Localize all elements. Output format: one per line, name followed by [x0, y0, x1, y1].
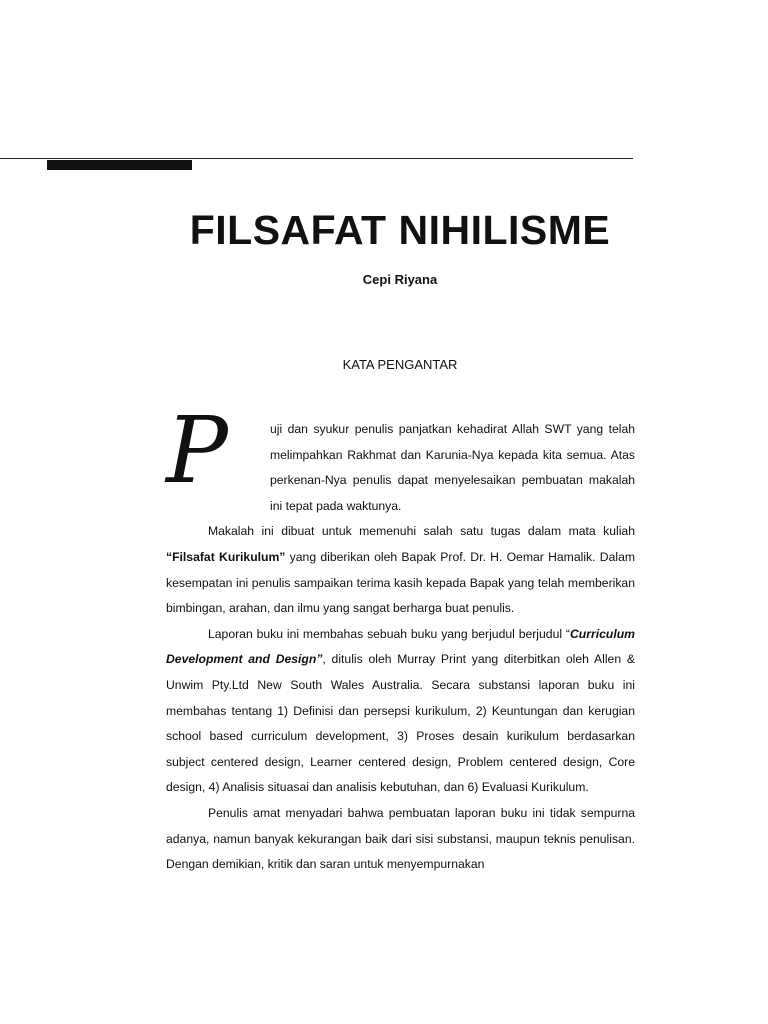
drop-cap-letter: P	[166, 397, 228, 504]
body-text	[166, 397, 635, 878]
paragraph-1	[166, 397, 635, 519]
paragraph-4: Penulis amat menyadari bahwa pembuatan laporan buku ini tidak sempurna adanya, namun banyak kekurangan baik dari sisi substansi, maupun teknis penulisan. Dengan demikian, kritik dan saran untuk menyempurnakan	[166, 805, 635, 872]
header-rule-bar	[47, 160, 192, 170]
paragraph-3	[166, 622, 635, 801]
paragraph-2	[166, 519, 635, 621]
paragraph-3-text-a: Laporan buku ini membahas sebuah buku yang berjudul berjudul “	[208, 626, 570, 641]
author-name: Cepi Riyana	[362, 272, 438, 287]
paragraph-2-text-c: yang diberikan oleh Bapak Prof. Dr. H. Oemar Hamalik. Dalam kesempatan ini penulis sampaikan terima kasih kepada Bapak yang telah memberikan bimbingan, arahan, dan ilmu yang sangat berharga buat penulis.	[166, 549, 635, 616]
paragraph-2-text-a: Makalah ini dibuat untuk memenuhi salah satu tugas dalam mata kuliah	[208, 524, 635, 539]
drop-cap	[166, 397, 270, 504]
book-title: Curriculum Development and Design”	[166, 626, 635, 667]
section-heading: KATA PENGANTAR	[342, 357, 458, 372]
paragraph-1-text: uji dan syukur penulis panjatkan kehadirat Allah SWT yang telah melimpahkan Rakhmat dan Karunia-Nya kepada kita semua. Atas perkenan-Nya penulis dapat menyelesaikan pembuatan makalah ini tepat pada waktunya.	[270, 422, 635, 513]
header-rule-line	[0, 158, 633, 159]
page-title: FILSAFAT NIHILISME	[189, 207, 611, 253]
course-name: “Filsafat Kurikulum”	[166, 549, 286, 564]
paragraph-3-text-c: , ditulis oleh Murray Print yang diterbitkan oleh Allen & Unwim Pty.Ltd New South Wales Australia. Secara substansi laporan buku ini membahas tentang 1) Definisi dan persepsi kurikulum, 2) Keuntungan dan kerugian school based curriculum development, 3) Proses desain kurikulum berdasarkan subject centered design, Learner centered design, Problem centered design, Core design, 4) Analisis situasai dan analisis kebutuhan, dan 6) Evaluasi Kurikulum.	[166, 652, 635, 795]
